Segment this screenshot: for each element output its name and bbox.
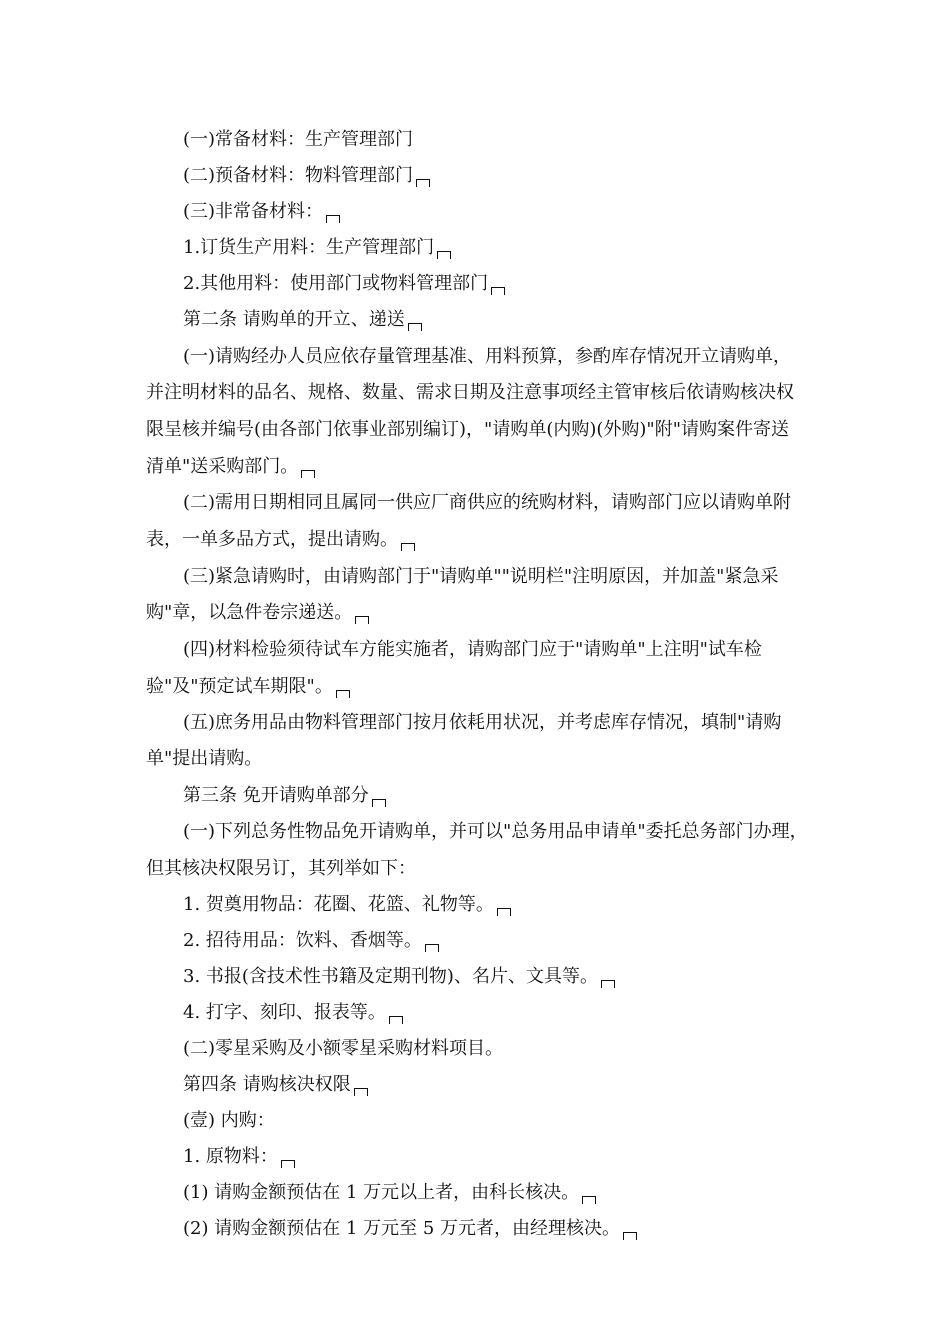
- list-item: 1. 原物料：: [183, 1145, 295, 1169]
- paragraph-mark-icon: [425, 944, 439, 952]
- section-heading: 第二条 请购单的开立、递送: [183, 308, 422, 332]
- paragraph-mark-icon: [301, 470, 315, 478]
- text-line: (一)下列总务性物品免开请购单，并可以"总务用品申请单"委托总务部门办理，: [183, 821, 808, 842]
- paragraph-mark-icon: [601, 980, 615, 988]
- paragraph-mark-icon: [416, 179, 430, 187]
- text-line: (一)常备材料：生产管理部门: [183, 129, 414, 150]
- text-line: 2.其他用料：使用部门或物料管理部门: [183, 272, 505, 296]
- text-line: (三)非常备材料：: [183, 200, 340, 224]
- paragraph-mark-icon: [372, 799, 386, 807]
- text-line: 但其核决权限另订，其列举如下：: [146, 858, 416, 879]
- text-line: (五)庶务用品由物料管理部门按月依耗用状况，并考虑库存情况，填制"请购: [183, 712, 782, 733]
- list-item: (1) 请购金额预估在 1 万元以上者，由科长核决。: [183, 1181, 596, 1205]
- section-heading: 第四条 请购核决权限: [183, 1073, 368, 1097]
- paragraph-mark-icon: [389, 1016, 403, 1024]
- list-item: (2) 请购金额预估在 1 万元至 5 万元者，由经理核决。: [183, 1217, 637, 1241]
- paragraph-mark-icon: [623, 1232, 637, 1240]
- list-item: 1. 贺奠用物品：花圈、花篮、礼物等。: [183, 893, 511, 917]
- list-item: 4. 打字、刻印、报表等。: [183, 1001, 403, 1025]
- paragraph-mark-icon: [355, 616, 369, 624]
- text-line: (四)材料检验须待试车方能实施者，请购部门应于"请购单"上注明"试车检: [183, 639, 762, 660]
- paragraph-mark-icon: [497, 908, 511, 916]
- text-line: (三)紧急请购时，由请购部门于"请购单""说明栏"注明原因，并加盖"紧急采: [183, 566, 779, 587]
- text-line: 并注明材料的品名、规格、数量、需求日期及注意事项经主管审核后依请购核决权: [146, 382, 794, 403]
- text-line: 购"章，以急件卷宗递送。: [146, 601, 369, 625]
- text-line: 验"及"预定试车期限"。: [146, 675, 350, 699]
- list-item: 3. 书报(含技术性书籍及定期刊物)、名片、文具等。: [183, 965, 615, 989]
- paragraph-mark-icon: [281, 1160, 295, 1168]
- paragraph-mark-icon: [401, 543, 415, 551]
- paragraph-mark-icon: [582, 1196, 596, 1204]
- text-line: (一)请购经办人员应依存量管理基准、用料预算，参酌库存情况开立请购单，: [183, 346, 792, 367]
- paragraph-mark-icon: [408, 323, 422, 331]
- paragraph-mark-icon: [354, 1088, 368, 1096]
- section-heading: 第三条 免开请购单部分: [183, 784, 386, 808]
- paragraph-mark-icon: [437, 251, 451, 259]
- text-line: 单"提出请购。: [146, 748, 263, 769]
- text-line: (二)零星采购及小额零星采购材料项目。: [183, 1038, 504, 1059]
- text-line: (二)预备材料：物料管理部门: [183, 164, 430, 188]
- list-item: 2. 招待用品：饮料、香烟等。: [183, 929, 439, 953]
- text-line: 表，一单多品方式，提出请购。: [146, 528, 415, 552]
- text-line: (壹) 内购：: [183, 1110, 275, 1131]
- paragraph-mark-icon: [336, 690, 350, 698]
- text-line: 1.订货生产用料：生产管理部门: [183, 236, 451, 260]
- text-line: 清单"送采购部门。: [146, 455, 315, 479]
- text-line: 限呈核并编号(由各部门依事业部别编订)，"请购单(内购)(外购)"附"请购案件寄送: [146, 419, 789, 440]
- paragraph-mark-icon: [326, 215, 340, 223]
- paragraph-mark-icon: [491, 287, 505, 295]
- text-line: (二)需用日期相同且属同一供应厂商供应的统购材料，请购部门应以请购单附: [183, 492, 792, 513]
